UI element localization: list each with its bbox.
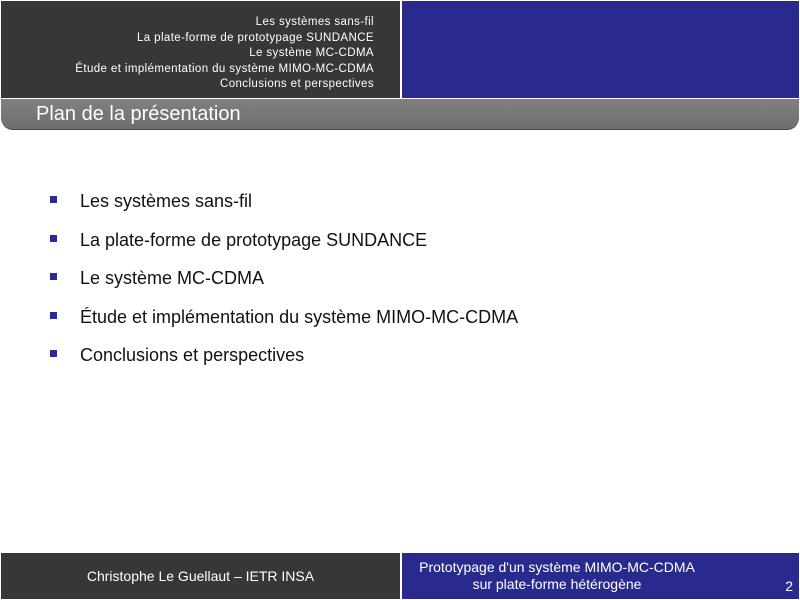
nav-item-mimo-mc-cdma[interactable]: Étude et implémentation du système MIMO-MC-CDMA [75,62,374,75]
outline-item [0,260,800,299]
outline-item-text: Conclusions et perspectives [80,345,305,365]
nav-item-mc-cdma[interactable]: Le système MC-CDMA [249,47,374,60]
square-bullet-icon [50,196,57,203]
square-bullet-icon [50,350,57,357]
outline-list [0,183,800,376]
page-number: 2 [785,578,793,594]
footer-talk-title-line2: sur plate-forme hétérogène [472,576,642,592]
outline-item [0,222,800,261]
title-bar [1,99,799,130]
outline-item [0,299,800,338]
nav-item-wireless[interactable]: Les systèmes sans-fil [255,16,374,28]
footer-talk-info [402,553,799,599]
header-accent-panel [402,1,799,98]
outline-item-text: Étude et implémentation du système MIMO-MC-CDMA [80,306,519,327]
section-navigation [1,1,400,98]
outline-item [0,183,800,222]
square-bullet-icon [50,312,57,319]
outline-item-text: La plate-forme de prototypage SUNDANCE [80,229,428,250]
square-bullet-icon [50,273,57,280]
footer-talk-title-line1: Prototypage d'un système MIMO-MC-CDMA [419,559,695,575]
nav-item-sundance[interactable]: La plate-forme de prototypage SUNDANCE [136,31,374,44]
outline-item [0,337,800,376]
outline-item-text: Le système MC-CDMA [80,268,265,288]
footer-talk-title [402,559,712,593]
outline-item-text: Les systèmes sans-fil [80,191,253,211]
footer-author: Christophe Le Guellaut – IETR INSA [1,553,400,599]
square-bullet-icon [50,235,57,242]
slide-content [0,183,800,376]
nav-item-conclusions[interactable]: Conclusions et perspectives [220,78,374,91]
slide-title: Plan de la présentation [36,103,241,125]
